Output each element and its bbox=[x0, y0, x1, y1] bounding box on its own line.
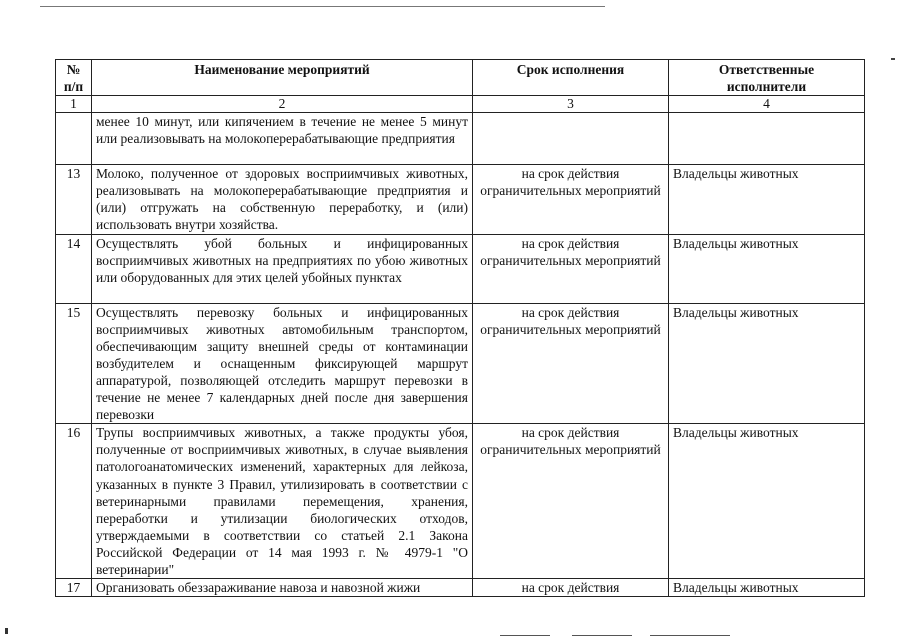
measures-table bbox=[55, 59, 865, 597]
row-number: 14 bbox=[56, 234, 92, 303]
table-row bbox=[56, 424, 865, 579]
row-responsible: Владельцы животных bbox=[669, 579, 865, 597]
row-deadline bbox=[473, 113, 669, 165]
table-row bbox=[56, 113, 865, 165]
row-number: 13 bbox=[56, 165, 92, 234]
row-measure-text: менее 10 минут, или кипячением в течение не менее 5 минут или реализовывать на молокоперерабатывающие предприятия bbox=[92, 113, 473, 165]
row-number: 15 bbox=[56, 303, 92, 424]
bottom-rule bbox=[650, 635, 730, 636]
row-measure-text: Молоко, полученное от здоровых восприимчивых животных, реализовывать на молокоперерабатывающие предприятия и (или) отгружать на собственную переработку, и (или) использовать внутри хозяйства. bbox=[92, 165, 473, 234]
row-deadline: на срок действия ограничительных мероприятий bbox=[473, 424, 669, 579]
row-responsible: Владельцы животных bbox=[669, 424, 865, 579]
row-responsible: Владельцы животных bbox=[669, 234, 865, 303]
column-number: 3 bbox=[473, 96, 669, 113]
table-row bbox=[56, 234, 865, 303]
header-measure-name: Наименование мероприятий bbox=[92, 60, 473, 96]
row-number bbox=[56, 113, 92, 165]
column-number: 4 bbox=[669, 96, 865, 113]
table-row bbox=[56, 165, 865, 234]
scan-mark bbox=[5, 628, 8, 634]
row-measure-text: Трупы восприимчивых животных, а также продукты убоя, полученные от восприимчивых животных, в случае выявления патологоанатомических изменений, характерных для лейкоза, указанных в пункте 3 Правил, утилизировать в соответствии с ветеринарными правилами перемещения, хранения, переработки и утилизации биологических отходов, утверждаемыми в соответствии со статьей 2.1 Закона Российской Федерации от 14 мая 1993 г. № 4979-1 "О ветеринарии" bbox=[92, 424, 473, 579]
scan-mark bbox=[891, 58, 895, 60]
row-deadline: на срок действия bbox=[473, 579, 669, 597]
row-responsible: Владельцы животных bbox=[669, 165, 865, 234]
column-number: 2 bbox=[92, 96, 473, 113]
row-number: 16 bbox=[56, 424, 92, 579]
header-deadline: Срок исполнения bbox=[473, 60, 669, 96]
table-row bbox=[56, 303, 865, 424]
header-responsible: Ответственные исполнители bbox=[669, 60, 865, 96]
top-rule bbox=[40, 6, 605, 7]
column-number: 1 bbox=[56, 96, 92, 113]
header-number: № п/п bbox=[56, 60, 92, 96]
row-deadline: на срок действия ограничительных мероприятий bbox=[473, 165, 669, 234]
row-responsible: Владельцы животных bbox=[669, 303, 865, 424]
row-measure-text: Организовать обеззараживание навоза и навозной жижи bbox=[92, 579, 473, 597]
row-number: 17 bbox=[56, 579, 92, 597]
row-deadline: на срок действия ограничительных мероприятий bbox=[473, 234, 669, 303]
bottom-rule bbox=[572, 635, 632, 636]
row-deadline: на срок действия ограничительных мероприятий bbox=[473, 303, 669, 424]
row-responsible bbox=[669, 113, 865, 165]
table-header-row bbox=[56, 60, 865, 96]
bottom-rule bbox=[500, 635, 550, 636]
column-numbering-row bbox=[56, 96, 865, 113]
table-row bbox=[56, 579, 865, 597]
row-measure-text: Осуществлять убой больных и инфицированных восприимчивых животных на предприятиях по убою животных или оборудованных для этих целей убойных пунктах bbox=[92, 234, 473, 303]
row-measure-text: Осуществлять перевозку больных и инфицированных восприимчивых животных автомобильным транспортом, обеспечивающим защиту внешней среды от контаминации возбудителем и оснащенным фиксирующей маршрут аппаратурой, позволяющей отследить маршрут перевозки в течение не менее 7 календарных дней после дня завершения перевозки bbox=[92, 303, 473, 424]
